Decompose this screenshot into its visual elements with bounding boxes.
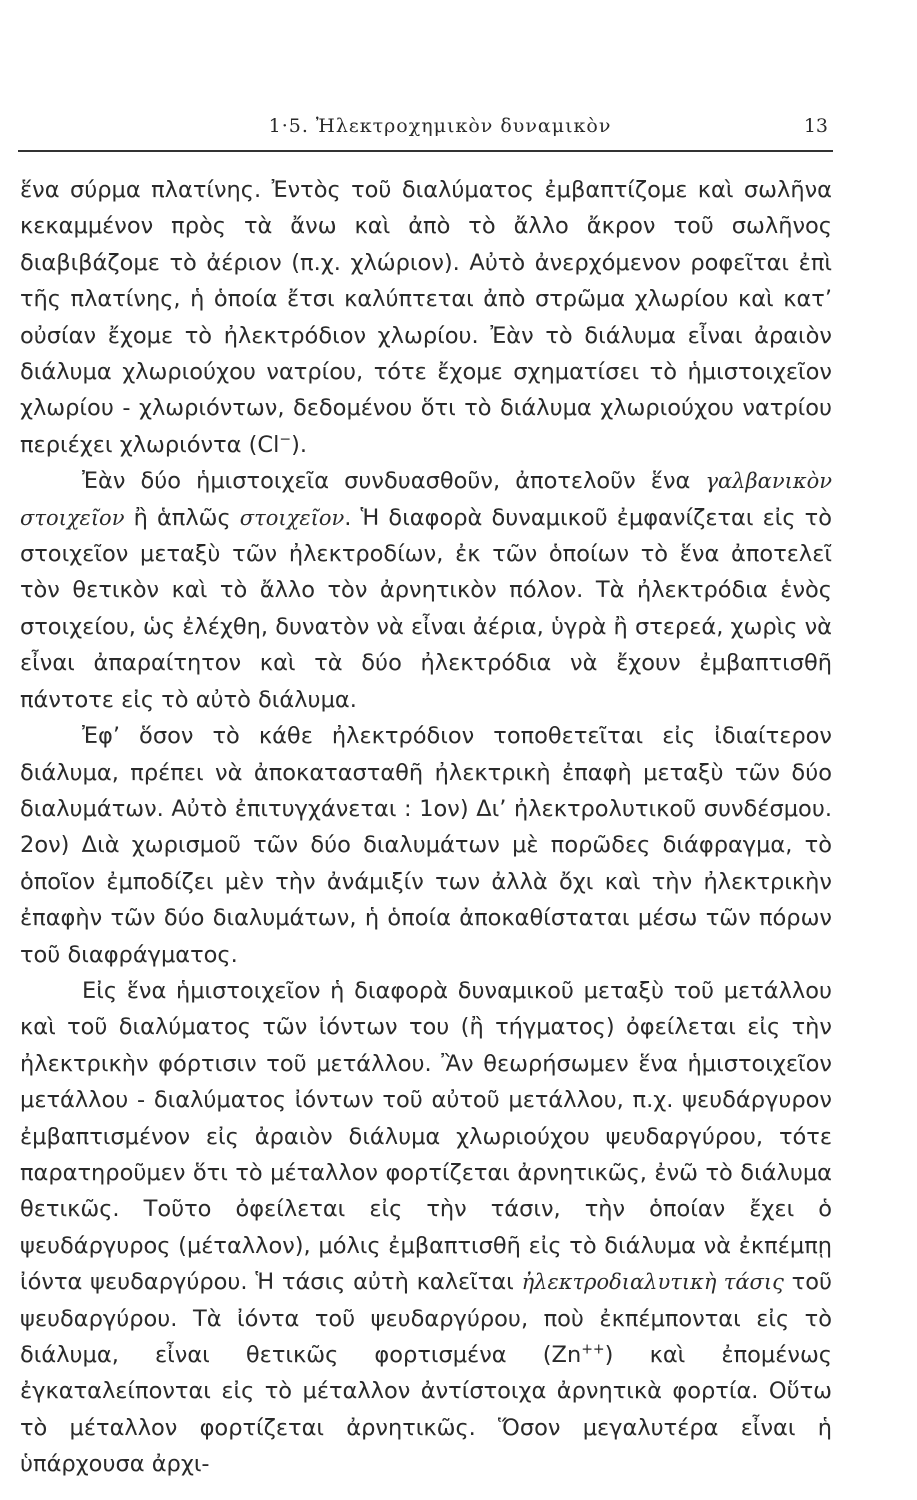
- text-run: ).: [291, 431, 308, 458]
- italic-term: ἠλεκτροδιαλυτικὴ τάσις: [521, 1270, 784, 1295]
- running-head: 1·5. Ἠλεκτροχημικὸν δυναμικὸν: [268, 115, 612, 137]
- text-run: Εἰς ἕνα ἡμιστοιχεῖον ἡ διαφορὰ δυναμικοῦ μεταξὺ τοῦ μετάλλου καὶ τοῦ διαλύματος τῶν ἰόντων του (ἢ τήγματος) ὀφείλεται εἰς τὴν ἠλεκτρικὴν φόρτισιν τοῦ μετάλλου. Ἂν θεωρήσωμεν ἕνα ἡμιστοιχεῖον μετάλλου - διαλύματος ἰόντων τοῦ αὐτοῦ μετάλλου, π.χ. ψευδάργυρον ἐμβαπτισμένον εἰς ἀραιὸν διάλυμα χλωριούχου ψευδαργύρου, τότε παρατηροῦμεν ὅτι τὸ μέταλλον φορτίζεται ἀρνητικῶς, ἐνῶ τὸ διάλυμα θετικῶς. Τοῦτο ὀφείλεται εἰς τὴν τάσιν, τὴν ὁποίαν ἔχει ὁ ψευδάργυρος (μέταλλον), μόλις ἐμβαπτισθῆ εἰς τὸ διάλυμα νὰ ἐκπέμπῃ ἰόντα ψευδαργύρου. Ἡ τάσις αὐτὴ καλεῖται: [20, 977, 832, 1296]
- text-run: ἕνα σύρμα πλατίνης. Ἐντὸς τοῦ διαλύματος ἐμβαπτίζομε καὶ σωλῆνα κεκαμμένον πρὸς τὰ ἄνω καὶ ἀπὸ τὸ ἄλλο ἄκρον τοῦ σωλῆνος διαβιβάζομε τὸ ἀέριον (π.χ. χλώριον). Αὐτὸ ἀνερχόμενον ροφεῖται ἐπὶ τῆς πλατίνης, ἡ ὁποία ἔτσι καλύπτεται ἀπὸ στρῶμα χλωρίου καὶ κατ’ οὐσίαν ἔχομε τὸ ἠλεκτρόδιον χλωρίου. Ἐὰν τὸ διάλυμα εἶναι ἀραιὸν διάλυμα χλωριούχου νατρίου, τότε ἔχομε σχηματίσει τὸ ἡμιστοιχεῖον χλωρίου - χλωριόντων, δεδομένου ὅτι τὸ διάλυμα χλωριούχου νατρίου περιέχει χλωριόντα (Cl: [20, 177, 832, 458]
- text-run: Ἐφ’ ὅσον τὸ κάθε ἠλεκτρόδιον τοποθετεῖται εἰς ἰδιαίτερον διάλυμα, πρέπει νὰ ἀποκατασταθῆ ἠλεκτρικὴ ἐπαφὴ μεταξὺ τῶν δύο διαλυμάτων. Αὐτὸ ἐπιτυγχάνεται : 1ον) Δι’ ἠλεκτρολυτικοῦ συνδέσμου. 2ον) Διὰ χωρισμοῦ τῶν δύο διαλυμάτων μὲ πορῶδες διάφραγμα, τὸ ὁποῖον ἐμποδίζει μὲν τὴν ἀνάμιξίν των ἀλλὰ ὄχι καὶ τὴν ἠλεκτρικὴν ἐπαφὴν τῶν δύο διαλυμάτων, ἡ ὁποία ἀποκαθίσταται μέσω τῶν πόρων τοῦ διαφράγματος.: [20, 723, 832, 968]
- paragraph: [20, 172, 832, 463]
- body-text: [20, 172, 832, 1483]
- text-run: Ἐὰν δύο ἡμιστοιχεῖα συνδυασθοῦν, ἀποτελοῦν ἕνα: [82, 468, 706, 495]
- text-run: . Ἡ διαφορὰ δυναμικοῦ ἐμφανίζεται εἰς τὸ στοιχεῖον μεταξὺ τῶν ἠλεκτροδίων, ἐκ τῶν ὁποίων τὸ ἕνα ἀποτελεῖ τὸν θετικὸν καὶ τὸ ἄλλο τὸν ἀρνητικὸν πόλον. Τὰ ἠλεκτρόδια ἑνὸς στοιχείου, ὡς ἐλέχθη, δυνατὸν νὰ εἶναι ἀέρια, ὑγρὰ ἢ στερεά, χωρὶς νὰ εἶναι ἀπαραίτητον καὶ τὰ δύο ἠλεκτρόδια νὰ ἔχουν ἐμβαπτισθῆ πάντοτε εἰς τὸ αὐτὸ διάλυμα.: [20, 504, 832, 713]
- superscript-charge: ++: [581, 1341, 605, 1358]
- superscript-charge: −: [279, 431, 292, 448]
- text-run: ἢ ἁπλῶς: [124, 504, 240, 531]
- paragraph: [20, 463, 832, 718]
- italic-term: στοιχεῖον: [239, 505, 345, 530]
- paragraph: [20, 973, 832, 1483]
- paragraph: [20, 718, 832, 973]
- header-rule: [18, 150, 833, 152]
- text-run: ) καὶ ἐπομένως ἐγκαταλείπονται εἰς τὸ μέταλλον ἀντίστοιχα ἀρνητικὰ φορτία. Οὕτω τὸ μέταλλον φορτίζεται ἀρνητικῶς. Ὅσον μεγαλυτέρα εἶναι ἡ ὑπάρχουσα ἀρχι-: [20, 1342, 832, 1478]
- page-number: 13: [803, 115, 828, 137]
- italic-term: γαλβανικὸν στοιχεῖον: [20, 469, 832, 530]
- text-run: τοῦ ψευδαργύρου. Τὰ ἰόντα τοῦ ψευδαργύρου, ποὺ ἐκπέμπονται εἰς τὸ διάλυμα, εἶναι θετικῶς φορτισμένα (Zn: [20, 1269, 833, 1368]
